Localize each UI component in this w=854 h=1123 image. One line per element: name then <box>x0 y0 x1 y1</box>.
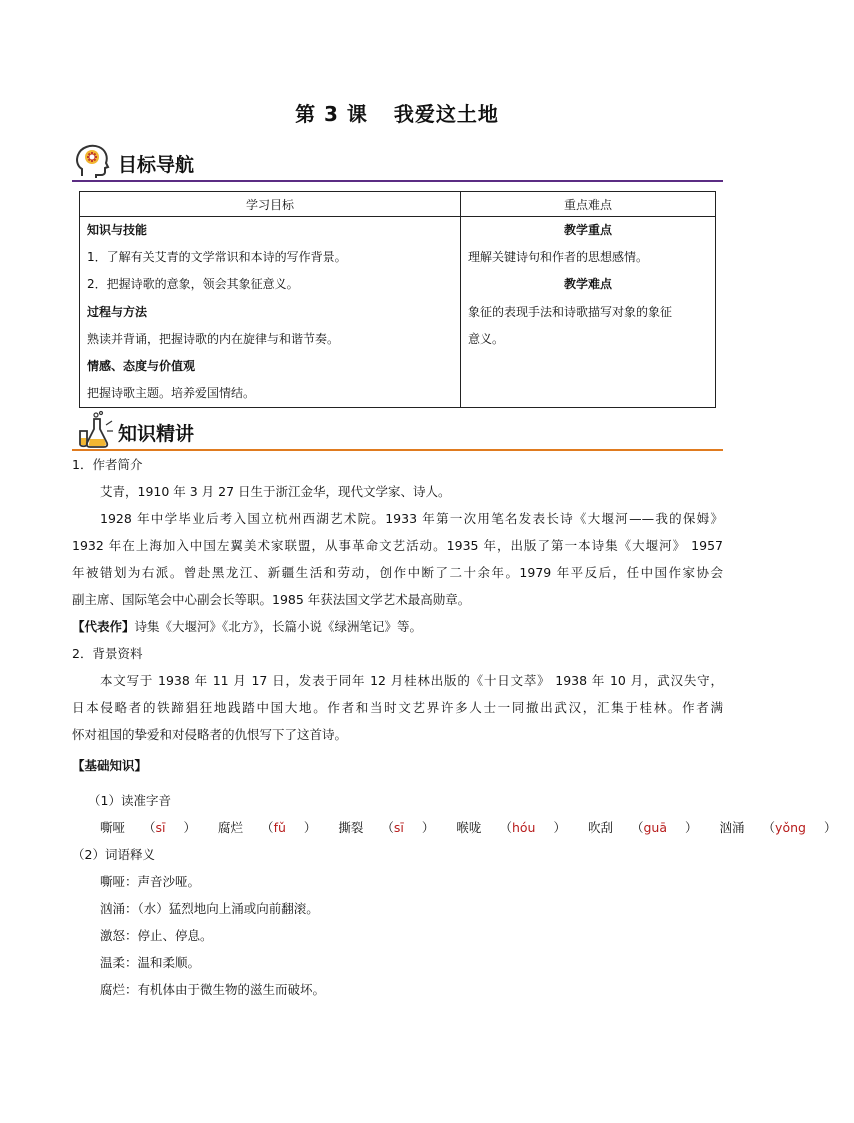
author-intro: 艾青，1910 年 3 月 27 日生于浙江金华，现代文学家、诗人。 <box>100 484 451 499</box>
head-gear-icon <box>74 142 114 180</box>
goal-category: 情感、态度与价值观 <box>87 358 196 373</box>
pron-item: 撕裂 （sī ） <box>338 820 435 835</box>
background-line: 怀对祖国的挚爱和对侵略者的仇恨写下了这首诗。 <box>72 727 348 742</box>
page-title <box>0 98 794 127</box>
basics-heading: 【基础知识】 <box>72 758 148 773</box>
goal-category: 过程与方法 <box>87 304 148 319</box>
author-heading: 1．作者简介 <box>72 457 143 472</box>
background-heading: 2．背景资料 <box>72 646 143 661</box>
lab-flask-icon <box>74 411 114 449</box>
works-text: 诗集《大堰河》《北方》，长篇小说《绿洲笔记》等。 <box>134 619 423 634</box>
goals-section-header <box>72 142 723 182</box>
author-bio-line: 副主席、国际笔会中心副会长等职。1985 年获法国文学艺术最高勋章。 <box>72 592 471 607</box>
focus-item: 理解关键诗句和作者的思想感情。 <box>468 250 649 265</box>
knowledge-section-header <box>72 411 723 451</box>
vocab-item: 嘶哑：声音沙哑。 <box>100 874 201 889</box>
author-bio-line: 年被错划为右派。曾赴黑龙江、新疆生活和劳动，创作中断了二十余年。1979 年平反后，任中国作家协会 <box>72 565 723 580</box>
goal-item: 把握诗歌主题。培养爱国情结。 <box>87 386 256 401</box>
works-label: 【代表作】 <box>72 619 135 634</box>
vocab-heading: （2）词语释义 <box>72 847 155 862</box>
background-line: 日本侵略者的铁蹄猖狂地践踏中国大地。作者和当时文艺界许多人士一同撤出武汉，汇集于桂林。作者满 <box>72 700 723 715</box>
vocab-item: 汹涌：（水）猛烈地向上涌或向前翻滚。 <box>100 901 319 916</box>
pron-item: 吹刮 （guā ） <box>587 820 698 835</box>
goals-right-cell <box>461 217 716 408</box>
knowledge-body <box>72 451 837 1011</box>
goals-heading: 目标导航 <box>118 154 195 176</box>
pronunciation-heading: （1）读准字音 <box>88 793 171 808</box>
background-line: 本文写于 1938 年 11 月 17 日，发表于同年 12 月桂林出版的《十日文萃》 1938 年 10 月，武汉失守， <box>100 673 723 688</box>
goal-category: 知识与技能 <box>87 223 148 237</box>
vocab-item: 激怒：停止、停息。 <box>100 928 213 943</box>
lesson-number: 第 3 课 <box>295 102 368 126</box>
focus-item: 意义。 <box>468 331 505 346</box>
goals-left-cell <box>80 217 461 408</box>
pron-item: 汹涌 （yǒng ） <box>719 820 837 835</box>
pron-item: 喉咙 （hóu ） <box>456 820 566 835</box>
author-bio-line: 1932 年在上海加入中国左翼美术家联盟，从事革命文艺活动。1935 年，出版了第一本诗集《大堰河》 1957 <box>72 538 723 553</box>
author-bio-line: 1928 年中学毕业后考入国立杭州西湖艺术院。1933 年第一次用笔名发表长诗《大堰河——我的保姆》 <box>100 511 723 526</box>
lesson-name: 我爱这土地 <box>393 102 499 126</box>
pronunciation-list <box>100 818 854 836</box>
focus-category: 教学难点 <box>563 277 612 292</box>
vocab-item: 温柔：温和柔顺。 <box>100 955 201 970</box>
goal-item: 2．把握诗歌的意象，领会其象征意义。 <box>87 277 299 292</box>
vocab-item: 腐烂：有机体由于微生物的滋生而破坏。 <box>100 982 326 997</box>
goals-underline <box>72 180 723 182</box>
goals-header-focus: 重点难点 <box>461 192 716 217</box>
knowledge-heading: 知识精讲 <box>118 423 195 445</box>
pron-item: 腐烂 （fǔ ） <box>218 820 317 835</box>
author-works <box>72 617 422 635</box>
focus-item: 象征的表现手法和诗歌描写对象的象征 <box>468 304 673 319</box>
pron-item: 嘶哑 （sī ） <box>100 820 197 835</box>
goal-item: 熟读并背诵，把握诗歌的内在旋律与和谐节奏。 <box>87 331 340 346</box>
goals-table <box>79 191 716 408</box>
goal-item: 1．了解有关艾青的文学常识和本诗的写作背景。 <box>87 250 347 265</box>
focus-category: 教学重点 <box>563 223 612 237</box>
goals-header-learning: 学习目标 <box>80 192 461 217</box>
